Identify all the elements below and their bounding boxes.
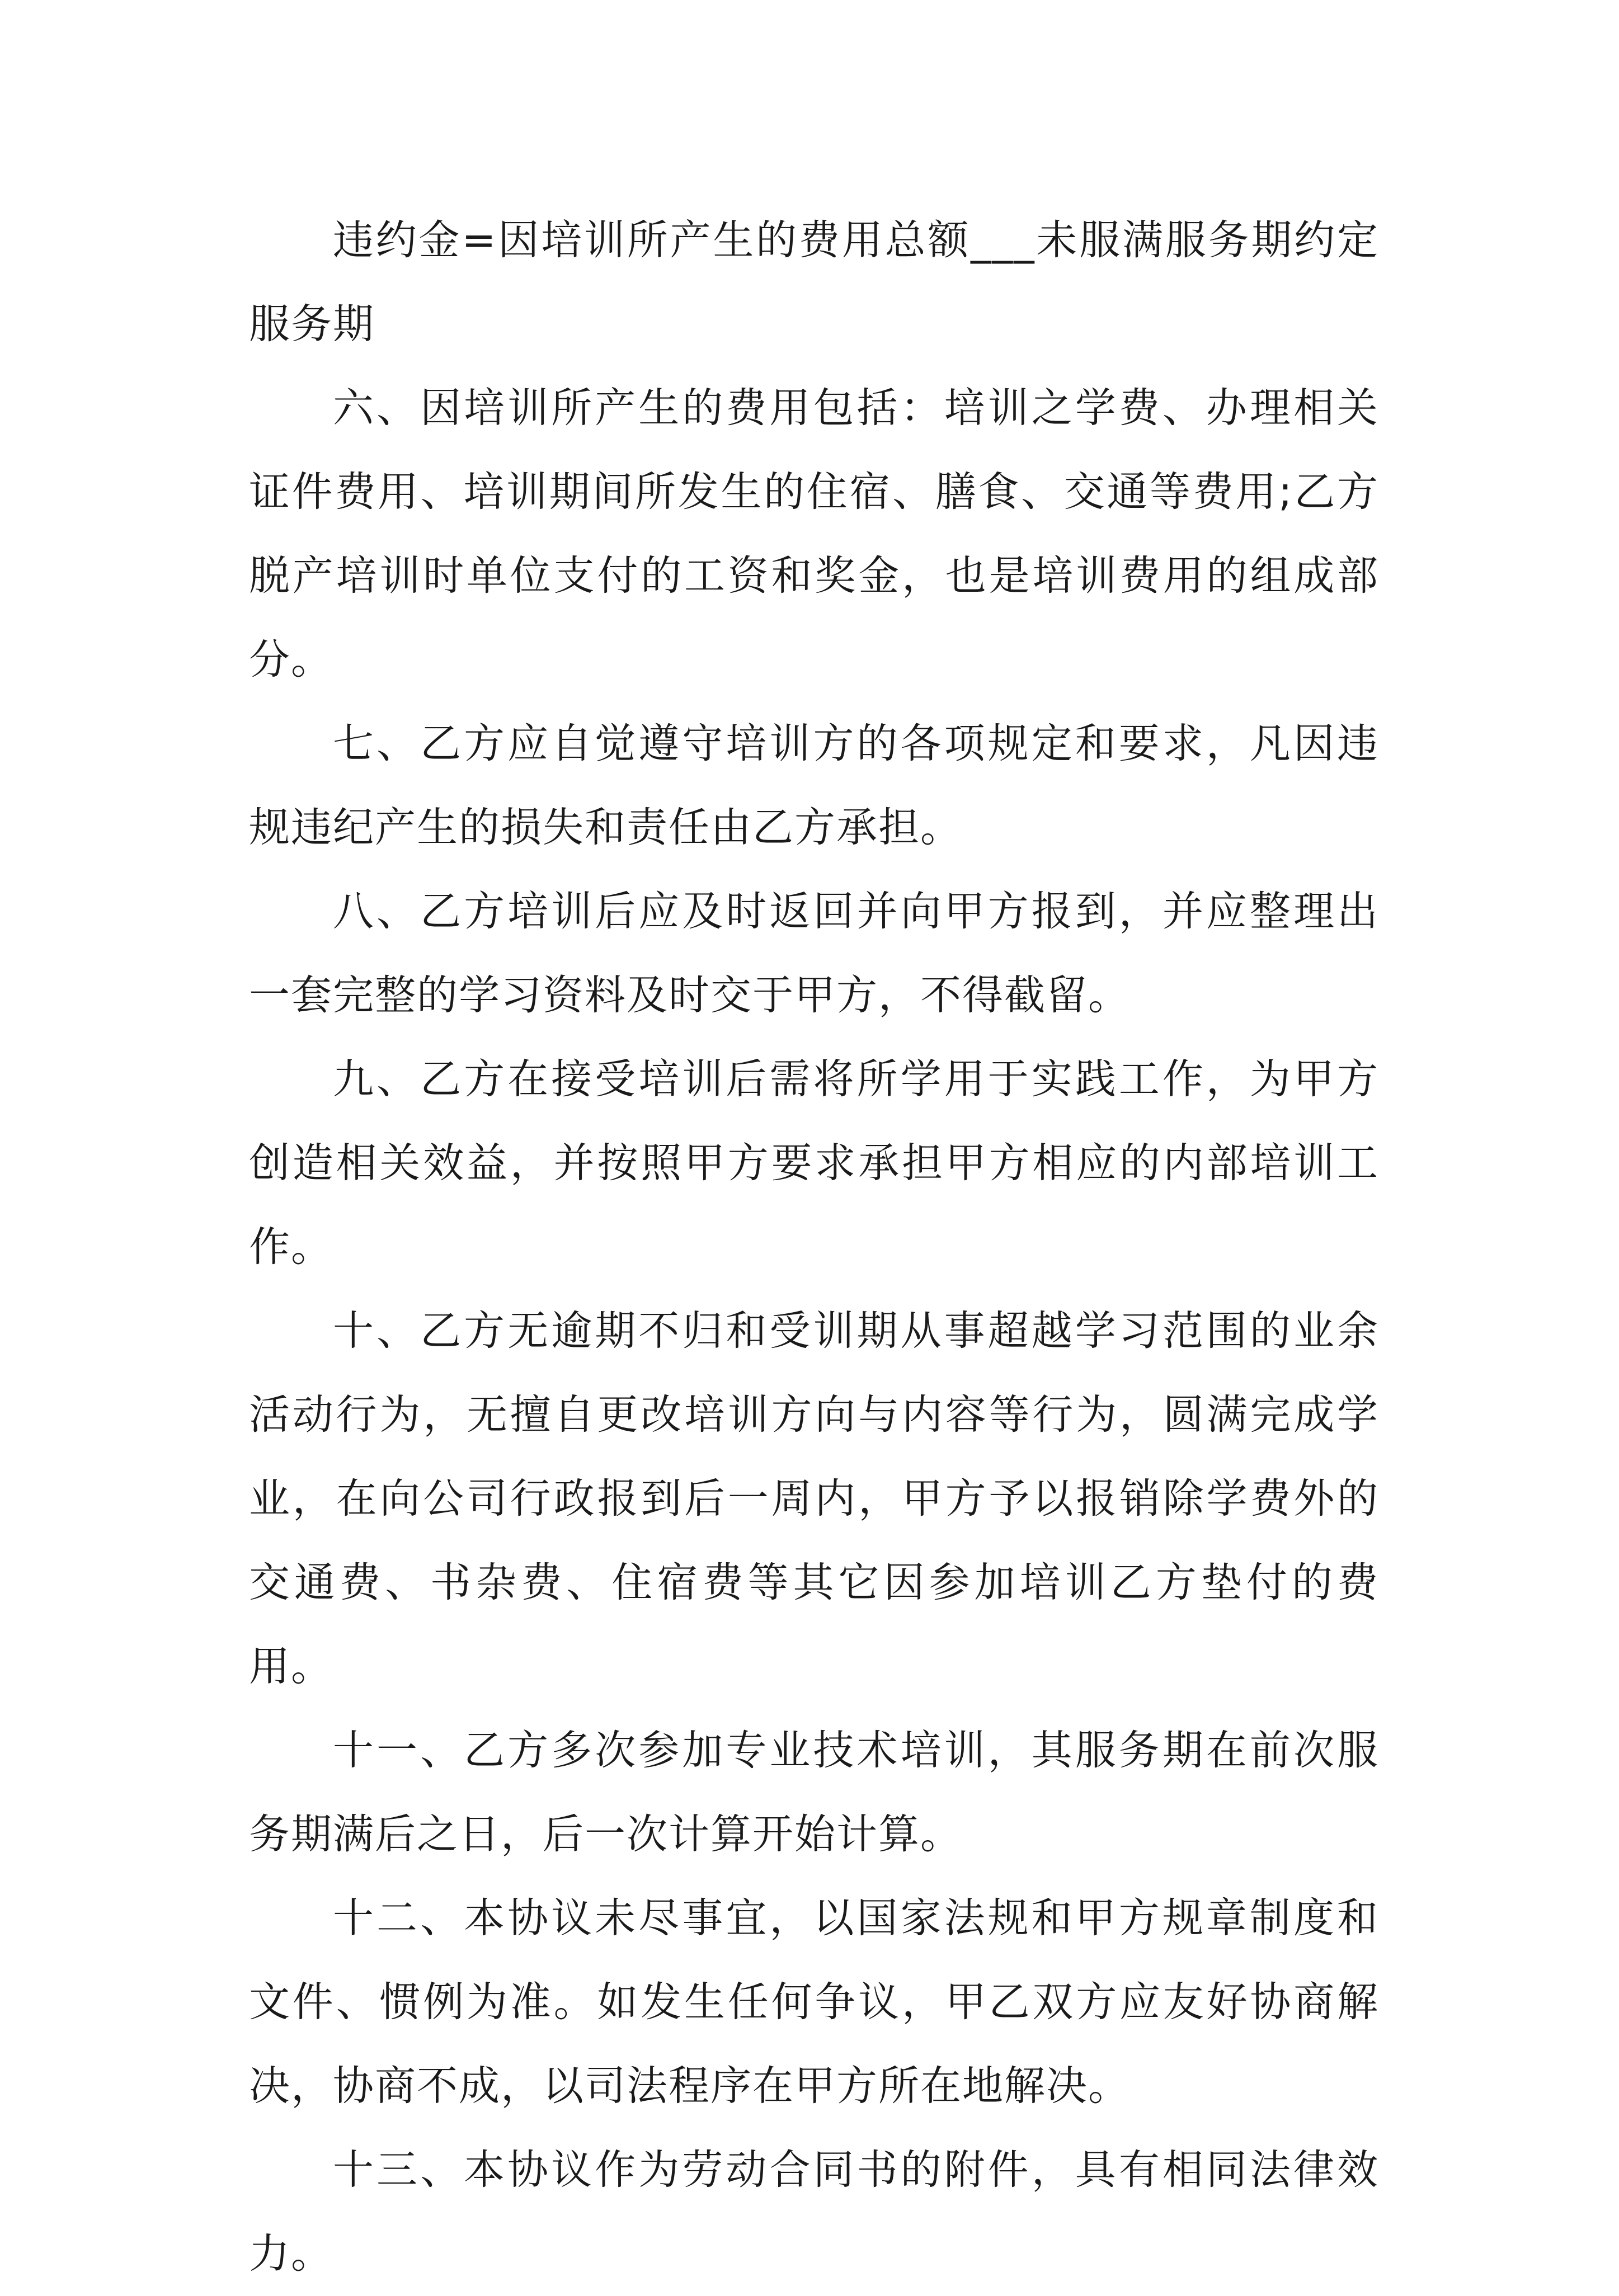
paragraph-clause-9: 九、乙方在接受培训后需将所学用于实践工作，为甲方创造相关效益，并按照甲方要求承担甲方相应的内部培训工作。 (249, 1055, 1379, 1271)
paragraph-clause-6: 六、因培训所产生的费用包括：培训之学费、办理相关证件费用、培训期间所发生的住宿、膳食、交通等费用;乙方脱产培训时单位支付的工资和奖金，也是培训费用的组成部分。 (249, 384, 1379, 683)
paragraph-penalty-formula: 违约金=因培训所产生的费用总额___未服满服务期约定服务期 (249, 216, 1379, 348)
paragraph-clause-7: 七、乙方应自觉遵守培训方的各项规定和要求，凡因违规违纪产生的损失和责任由乙方承担。 (249, 720, 1379, 851)
paragraph-clause-13: 十三、本协议作为劳动合同书的附件，具有相同法律效力。 (249, 2146, 1379, 2278)
paragraph-clause-8: 八、乙方培训后应及时返回并向甲方报到，并应整理出一套完整的学习资料及时交于甲方，不得截留。 (249, 888, 1379, 1019)
paragraph-clause-11: 十一、乙方多次参加专业技术培训，其服务期在前次服务期满后之日，后一次计算开始计算。 (249, 1727, 1379, 1858)
paragraph-clause-10: 十、乙方无逾期不归和受训期从事超越学习范围的业余活动行为，无擅自更改培训方向与内容等行为，圆满完成学业，在向公司行政报到后一周内，甲方予以报销除学费外的交通费、书杂费、住宿费等其它因参加培训乙方垫付的费用。 (249, 1307, 1379, 1690)
paragraph-clause-12: 十二、本协议未尽事宜，以国家法规和甲方规章制度和文件、惯例为准。如发生任何争议，甲乙双方应友好协商解决，协商不成，以司法程序在甲方所在地解决。 (249, 1894, 1379, 2110)
document-body (249, 199, 1379, 2296)
